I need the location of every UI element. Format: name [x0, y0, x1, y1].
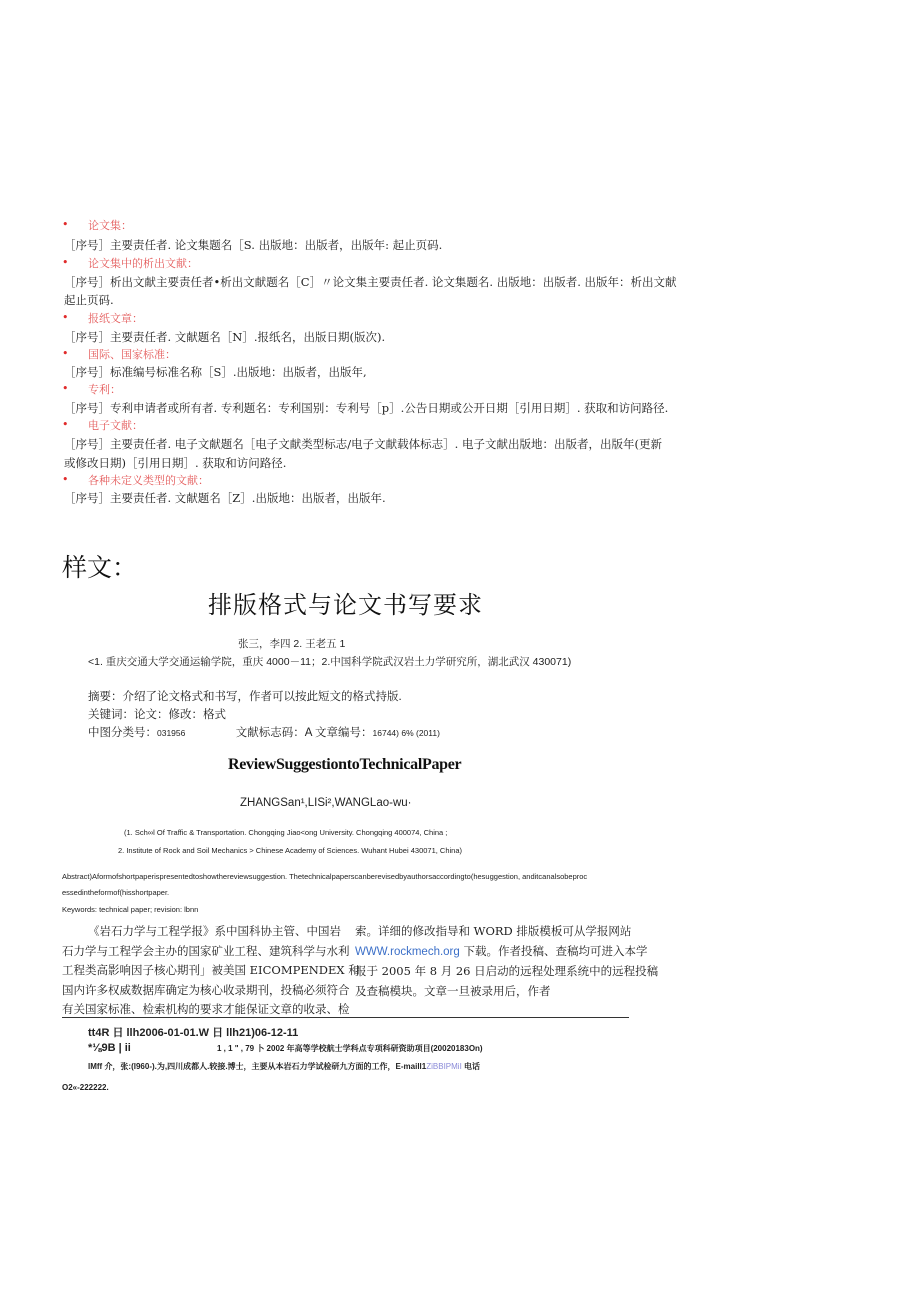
paper-authors-en: ZHANGSan¹,LISi²,WANGLao-wu· [240, 797, 412, 809]
author-phone-label: 电话 [461, 1062, 481, 1071]
paper-authors: 张三，李四 2. 王老五 1 [238, 638, 346, 650]
body-column-right [355, 922, 659, 1001]
bullet-icon: • [62, 218, 69, 231]
bullet-icon: • [62, 347, 69, 360]
email-link[interactable]: ZiBBIPMiI [426, 1062, 462, 1071]
article-number: 16744) 6% (2011) [372, 728, 440, 738]
ref-type-heading: 论文集： [88, 219, 132, 232]
sample-label: 样文： [62, 553, 138, 582]
body-line [355, 942, 648, 963]
footnote-dates: tt4R 日 llh2006-01-01.W 日 llh21)06-12-11 [88, 1027, 299, 1039]
ref-format-line: ［序号］主要责任者. 论文集题名［S. 出版地：出版者，出版年: 起止页码. [64, 238, 443, 252]
body-line: 《岩石力学与工程学报》系中国科协主管、中国岩 [88, 924, 341, 938]
body-line: 有关国家标准、检索机构的要求才能保证文章的收录、检 [62, 1002, 350, 1016]
body-line: 报于 2005 年 8 月 26 日启动的远程处理系统中的远程投稿 [355, 964, 659, 978]
ref-format-line: ［序号］主要责任者. 文献题名［N］.报纸名，出版日期(版次). [64, 330, 386, 344]
abstract-en-line-2: essedintheformof(hisshortpaper. [62, 888, 170, 897]
footnote-funding [88, 1042, 483, 1054]
body-text: 下载。作者投稿、查稿均可进入本学 [459, 943, 648, 958]
body-line: 索。详细的修改指导和 WORD 排版模板可从学报网站 [355, 924, 632, 938]
paper-affiliation: <1. 重庆交通大学交通运输学院，重庆 4000－11；2.中国科学院武汉岩土力学研究所，湖北武汉 430071) [88, 656, 572, 668]
bullet-icon: • [62, 473, 69, 486]
body-line: 及查稿模块。文章一旦被录用后，作者 [355, 983, 551, 998]
journal-website-link[interactable]: WWW.rockmech.org [355, 945, 460, 958]
bullet-icon: • [62, 311, 69, 324]
class-code: 031956 [157, 728, 186, 738]
footnote-funding-text: 1 , 1 " , 79 卜 2002 年高等学校航士学科点专项科研资助项目(20020183On) [216, 1044, 483, 1053]
classification-line [88, 724, 440, 740]
author-bio-text: lMff 介，张:(l960-).为,四川成都人.较接.博士，主要从本岩石力学试检研九方面的工作，E-maill1 [88, 1062, 427, 1071]
body-line: 石力学与工程学会主办的国家矿业工程、建筑科学与水利 [62, 943, 350, 958]
keywords-en: Keywords: technical paper; revision: lbnn [62, 905, 199, 914]
ref-type-heading: 论文集中的析出文献： [88, 257, 198, 270]
bullet-icon: • [62, 256, 69, 269]
keywords-cn: 关键词：论文：修改：格式 [88, 709, 226, 721]
ref-format-line: ［序号］专利申请者或所有者. 专利题名：专利国别：专利号［p］.公告日期或公开日期［引用日期］. 获取和访问路径. [64, 401, 669, 415]
ref-type-heading: 专利： [88, 383, 121, 396]
doc-label: 文献标志码： [235, 727, 305, 739]
ref-type-heading: 电子文献： [88, 419, 143, 432]
footnote-phone: O2«-222222. [62, 1083, 109, 1092]
ref-type-heading: 国际、国家标准： [88, 348, 176, 361]
footnote-funding-label: *⅛9B | ii [88, 1042, 131, 1054]
ref-type-heading: 报纸文章： [88, 312, 143, 325]
ref-format-line: 或修改日期)［引用日期］. 获取和访问路径. [64, 456, 287, 470]
affiliation-en-1: (1. Sch∞l Of Traffic & Transportation. Chongqing Jiao<ong University. Chongqing 400074, China ; [124, 828, 448, 837]
paper-title-en: ReviewSuggestiontoTechnicalPaper [228, 756, 462, 773]
body-column-left [62, 922, 360, 1020]
footnote-author-bio [88, 1061, 480, 1072]
ref-format-line: 起止页码. [64, 293, 114, 307]
ref-format-line: ［序号］标准编号标准名称［S］.出版地：出版者，出版年, [64, 365, 367, 379]
body-line: 工程类高影响因子核心期刊」被美国 EICOMPENDEX 和 [62, 963, 360, 977]
ref-format-line: ［序号］主要责任者. 电子文献题名［电子文献类型标志/电子文献载体标志］. 电子文献出版地：出版者，出版年(更新 [64, 437, 662, 451]
class-label: 中图分类号： [88, 727, 157, 739]
ref-type-heading: 各种未定义类型的文献： [88, 474, 209, 487]
abstract-en-line-1: Abstract)Aformofshortpaperispresentedtoshowthereviewsuggestion. Thetechnicalpaperscanberevisedbyauthorsaccordingto(hesuggestion, anditcanalsobeproc [62, 872, 588, 881]
body-line: 国内许多权威数据库确定为核心收录期刊，投稿必须符合 [62, 982, 350, 997]
abstract-cn: 摘要：介绍了论文格式和书写，作者可以按此短文的格式持版. [88, 691, 402, 703]
paper-title: 排版格式与论文书写要求 [208, 591, 483, 619]
ref-format-line: ［序号］析出文献主要责任者•析出文献题名［C］〃论文集主要责任者. 论文集题名. 出版地：出版者. 出版年：析出文献 [64, 275, 677, 289]
ref-format-line: ［序号］主要责任者. 文献题名［Z］.出版地：出版者，出版年. [64, 491, 386, 505]
affiliation-en-2: 2. Institute of Rock and Soil Mechanics > Chinese Academy of Sciences. Wuhant Hubei 430071, China) [118, 846, 463, 855]
doc-code: A 文章编号： [304, 727, 373, 739]
bullet-icon: • [62, 418, 69, 431]
footnote-divider [62, 1017, 629, 1018]
bullet-icon: • [62, 382, 69, 395]
